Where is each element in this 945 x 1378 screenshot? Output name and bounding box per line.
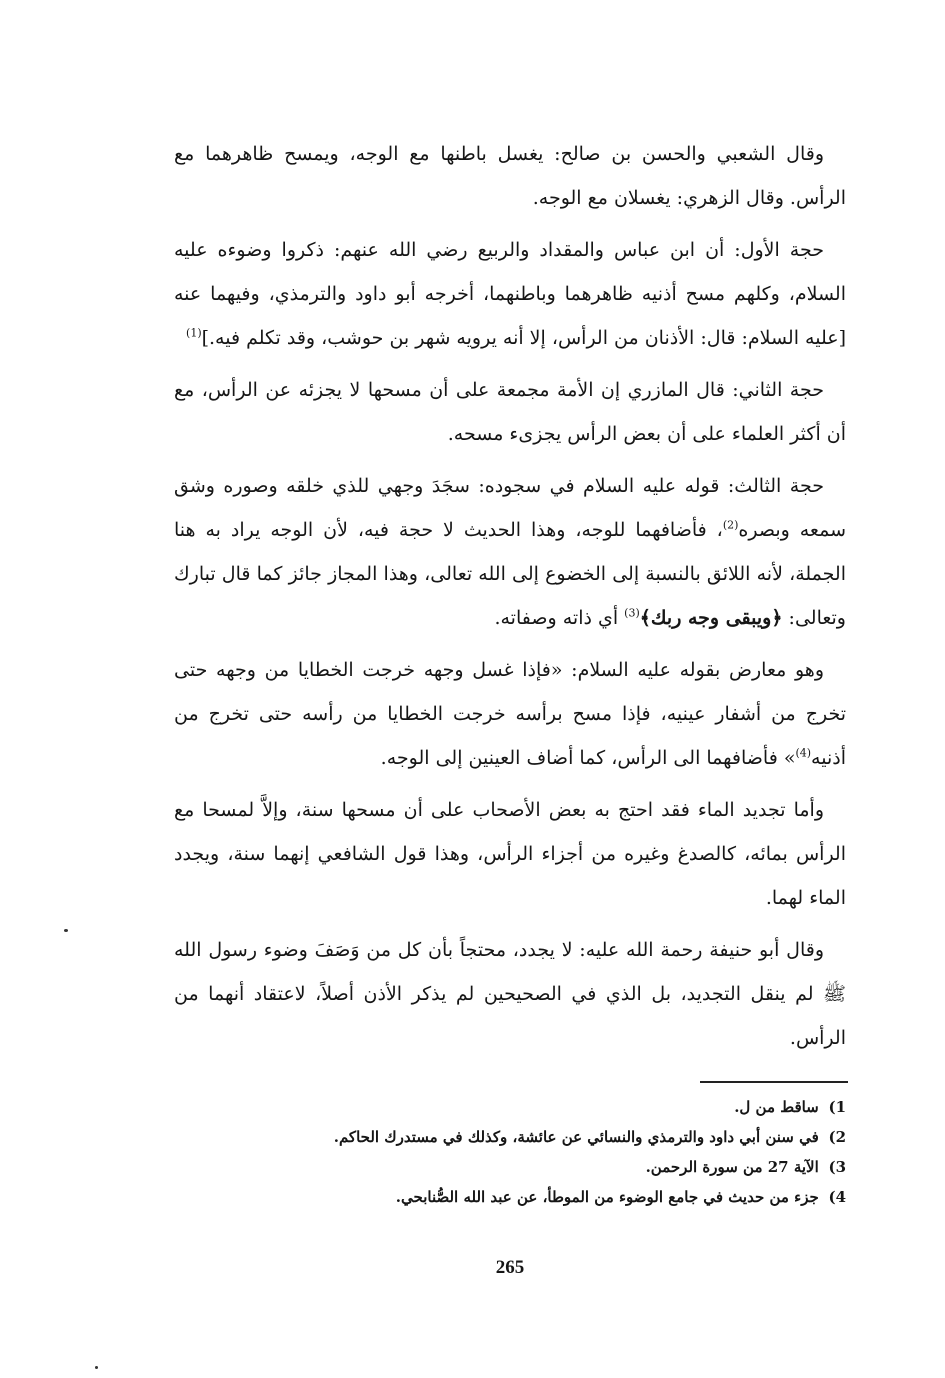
footnote-mark: (3) bbox=[624, 606, 640, 620]
scan-speck bbox=[64, 929, 68, 932]
quran-verse: ﴿ويبقى وجه ربك﴾ bbox=[639, 607, 783, 629]
paragraph-text: ، فأضافهما للوجه، وهذا الحديث لا حجة فيه، لأن الوجه يراد به هنا الجملة، لأنه اللائق بالنسبة إلى الخضوع إلى الله تعالى، وهذا المجاز جائز كما قال تبارك وتعالى: bbox=[174, 519, 846, 629]
footnote-text: الآية 27 من سورة الرحمن. bbox=[645, 1158, 819, 1176]
paragraph-text: وأما تجديد الماء فقد احتج به بعض الأصحاب على أن مسحها سنة، وإلاَّ لمسحا مع الرأس بمائه، كالصدغ وغيره من أجزاء الرأس، وهذا قول الشافعي إنهما سنة، ويجدد الماء لهما. bbox=[174, 799, 846, 909]
paragraph-text: أي ذاته وصفاته. bbox=[494, 607, 625, 629]
footnote-text: ساقط من ل. bbox=[734, 1098, 819, 1116]
paragraph-text: وقال أبو حنيفة رحمة الله عليه: لا يجدد، محتجاً بأن كل من وَصَفَ وضوء رسول الله ﷺ لم ينقل التجديد، بل الذي في الصحيحين لم يذكر الأذن أصلاً، لاعتقاد أنهما من الرأس. bbox=[174, 939, 846, 1049]
footnote-mark: (4) bbox=[795, 746, 812, 760]
footnote-mark: (2) bbox=[722, 518, 739, 532]
footnote bbox=[200, 1152, 846, 1182]
paragraph bbox=[174, 928, 846, 1060]
footnote bbox=[200, 1182, 846, 1212]
paragraph-text: وقال الشعبي والحسن بن صالح: يغسل باطنها مع الوجه، ويمسح ظاهرهما مع الرأس. وقال الزهري: يغسلان مع الوجه. bbox=[174, 143, 846, 209]
scan-speck bbox=[95, 1366, 98, 1369]
paragraph bbox=[174, 368, 846, 456]
paragraph bbox=[174, 788, 846, 920]
paragraph bbox=[174, 648, 846, 780]
footnotes bbox=[200, 1092, 846, 1212]
paragraph bbox=[174, 228, 846, 360]
footnote-separator bbox=[700, 1081, 848, 1083]
footnote-number: 2) bbox=[828, 1128, 846, 1146]
footnote-number: 4) bbox=[828, 1188, 846, 1206]
paragraph-text: وهو معارض بقوله عليه السلام: «فإذا غسل وجهه خرجت الخطايا من وجهه حتى تخرج من أشفار عينيه، فإذا مسح برأسه خرجت الخطايا من رأسه حتى تخرج من أذنيه bbox=[174, 659, 846, 769]
footnote-number: 3) bbox=[828, 1158, 846, 1176]
main-text bbox=[174, 132, 846, 1068]
footnote bbox=[200, 1122, 846, 1152]
footnote-text: جزء من حديث في جامع الوضوء من الموطأ، عن عبد الله الصُّنابحي. bbox=[395, 1188, 819, 1206]
paragraph-text: حجة الأول: أن ابن عباس والمقداد والربيع رضي الله عنهم: ذكروا وضوءه عليه السلام، وكلهم مسح أذنيه ظاهرهما وباطنهما، أخرجه أبو داود والترمذي، وفيهما عنه [عليه السلام: قال: الأذنان من الرأس، إلا أنه يرويه شهر بن حوشب، وقد تكلم فيه.] bbox=[174, 239, 846, 349]
paragraph-text: حجة الثالث: قوله عليه السلام في سجوده: سجَدَ وجهي للذي خلقه وصوره وشق سمعه وبصره bbox=[174, 475, 846, 541]
paragraph-text: » فأضافهما الى الرأس، كما أضاف العينين إلى الوجه. bbox=[380, 747, 796, 769]
footnote-number: 1) bbox=[828, 1098, 846, 1116]
footnote bbox=[200, 1092, 846, 1122]
paragraph bbox=[174, 132, 846, 220]
footnote-text: في سنن أبي داود والترمذي والنسائي عن عائشة، وكذلك في مستدرك الحاكم. bbox=[333, 1128, 819, 1146]
paragraph-text: حجة الثاني: قال المازري إن الأمة مجمعة على أن مسحها لا يجزئه عن الرأس، مع أن أكثر العلماء على أن بعض الرأس يجزىء مسحه. bbox=[174, 379, 846, 445]
paragraph bbox=[174, 464, 846, 640]
footnote-mark: (1) bbox=[186, 326, 202, 340]
page-number: 265 bbox=[495, 1257, 525, 1278]
